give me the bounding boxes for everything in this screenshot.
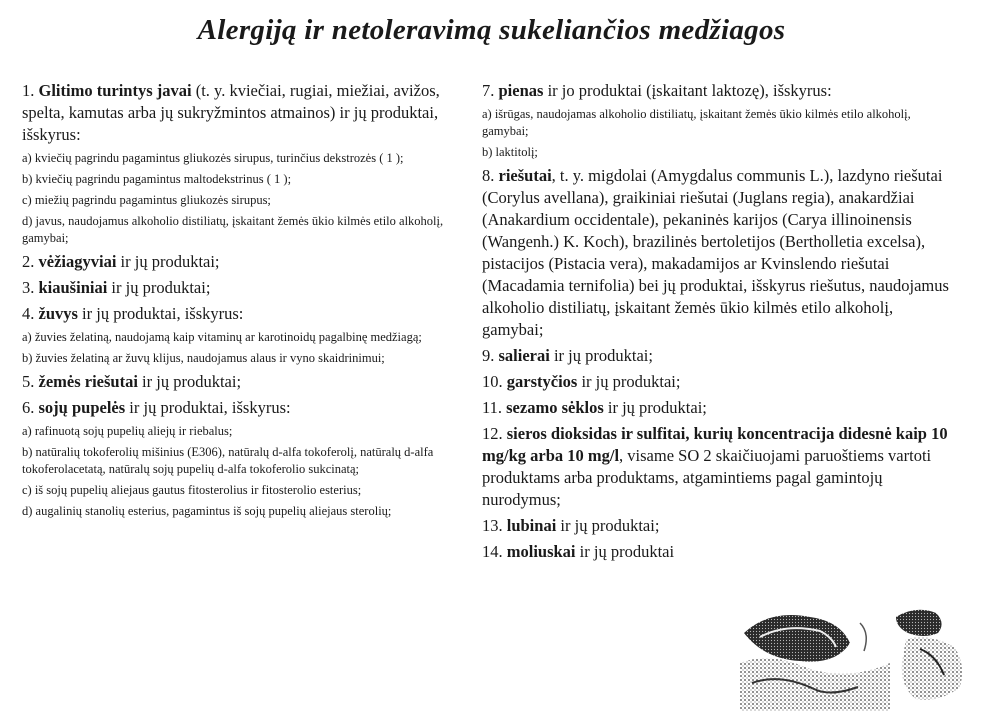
item-text: ir jų produktai; [116, 252, 220, 271]
item-number: 14. [482, 542, 507, 561]
item-text: ir jų produktai, išskyrus: [125, 398, 291, 417]
allergen-item-3 [22, 277, 462, 299]
item-number: 12. [482, 424, 507, 443]
exception-1a: a) kviečių pagrindu pagamintus gliukozės sirupus, turinčius dekstrozės ( 1 ); [22, 151, 404, 165]
allergen-item-12 [482, 423, 952, 511]
allergen-name: kiaušiniai [38, 278, 108, 297]
allergen-name: vėžiagyviai [38, 252, 117, 271]
exception-7a: a) išrūgas, naudojamas alkoholio distiliatų, įskaitant žemės ūkio kilmės etilo alkoholį, gamybai; [482, 107, 911, 138]
exception-6b: b) natūralių tokoferolių mišinius (E306), natūralų d-alfa tokoferolį, natūralų d-alfa tokoferolacetatą, natūralų sojų pupelių d-alfa tokoferolio sukcinatą; [22, 445, 434, 476]
allergen-item-14 [482, 541, 952, 563]
allergen-name: Glitimo turintys javai [38, 81, 192, 100]
allergen-item-5 [22, 371, 462, 393]
seafood-illustration [740, 603, 968, 711]
item-number: 3. [22, 278, 39, 297]
item-text: ir jų produktai; [556, 516, 660, 535]
allergen-name: sieros dioksidas ir sulfitai, kurių koncentracija didesnė kaip 10 mg/kg arba 10 mg/l [482, 424, 948, 465]
item-number: 11. [482, 398, 507, 417]
allergen-name: garstyčios [506, 372, 578, 391]
allergen-name: sojų pupelės [38, 398, 126, 417]
allergen-item-8 [482, 165, 952, 341]
allergen-name: moliuskai [506, 542, 576, 561]
item-number: 6. [22, 398, 39, 417]
item-text: , visame SO 2 skaičiuojami paruoštiems vartoti produktams arba produktams, atgamintiems pagal gamintojų nurodymus; [482, 446, 932, 509]
allergen-item-13 [482, 515, 952, 537]
allergen-item-9 [482, 345, 952, 367]
allergen-name: lubinai [506, 516, 557, 535]
exception-1b: b) kviečių pagrindu pagamintus maltodekstrinus ( 1 ); [22, 172, 292, 186]
allergen-name: riešutai [498, 166, 552, 185]
item-number: 4. [22, 304, 39, 323]
item-number: 10. [482, 372, 507, 391]
allergen-name: sezamo sėklos [506, 398, 604, 417]
item-number: 1. [22, 81, 39, 100]
item-text: ir jų produktai; [137, 372, 242, 391]
item-number: 9. [482, 346, 499, 365]
allergen-item-11 [482, 397, 952, 419]
allergen-name: salierai [498, 346, 550, 365]
exception-6c: c) iš sojų pupelių aliejaus gautus fitosterolius ir fitosterolio esterius; [22, 483, 362, 497]
exception-1c: c) miežių pagrindu pagamintus gliukozės sirupus; [22, 193, 271, 207]
item-text: ir jų produktai; [107, 278, 211, 297]
item-number: 2. [22, 252, 39, 271]
allergen-item-7 [482, 80, 952, 102]
item-text: (t. y. kviečiai, rugiai, miežiai, avižos, spelta, kamutas arba jų sukryžmintos atmainos) ir jų produktai, išskyrus: [22, 81, 440, 144]
item-text: ir jų produktai; [577, 372, 681, 391]
allergen-name: žuvys [38, 304, 78, 323]
shellfish-image [740, 603, 968, 711]
item-number: 13. [482, 516, 507, 535]
exception-1d: d) javus, naudojamus alkoholio distiliatų, įskaitant žemės ūkio kilmės etilo alkoholį, gamybai; [22, 214, 444, 245]
item-number: 5. [22, 372, 39, 391]
right-column [482, 80, 952, 567]
item-number: 7. [482, 81, 499, 100]
item-text: ir jų produktai, išskyrus: [77, 304, 244, 323]
item-number: 8. [482, 166, 499, 185]
exception-4b: b) žuvies želatiną ar žuvų klijus, naudojamus alaus ir vyno skaidrinimui; [22, 351, 385, 365]
allergen-item-10 [482, 371, 952, 393]
item-text: , t. y. migdolai (Amygdalus communis L.), lazdyno riešutai (Corylus avellana), graikiniai riešutai (Juglans regia), anakardžiai (Anakardium occidentale), pekaninės karijos (Carya illinoinensis (Wangenh.) K. Koch), brazilinės bertoletijos (Bertholletia excelsa), pistacijos (Pistacia vera), makadamijos ar Kvinslendo riešutai (Macadamia ternifolia) bei jų produktai, išskyrus riešutus, naudojamus alkoholio distiliatų, įskaitant žemės ūkio kilmės etilo alkoholį, gamybai; [482, 166, 949, 339]
left-column [22, 80, 462, 524]
allergen-name: žemės riešutai [38, 372, 138, 391]
item-text: ir jo produktai (įskaitant laktozę), išskyrus: [543, 81, 832, 100]
item-text: ir jų produktai; [549, 346, 653, 365]
allergen-name: pienas [498, 81, 544, 100]
allergen-item-1 [22, 80, 462, 146]
exception-4a: a) žuvies želatiną, naudojamą kaip vitaminų ar karotinoidų pagalbinę medžiagą; [22, 330, 422, 344]
exception-7b: b) laktitolį; [482, 145, 538, 159]
item-text: ir jų produktai [575, 542, 675, 561]
allergen-item-6 [22, 397, 462, 419]
allergen-item-2 [22, 251, 462, 273]
exception-6d: d) augalinių stanolių esterius, pagamintus iš sojų pupelių aliejaus sterolių; [22, 504, 392, 518]
allergen-item-4 [22, 303, 462, 325]
exception-6a: a) rafinuotą sojų pupelių aliejų ir riebalus; [22, 424, 233, 438]
item-text: ir jų produktai; [603, 398, 707, 417]
page-title: Alergiją ir netoleravimą sukeliančios medžiagos [197, 14, 786, 46]
